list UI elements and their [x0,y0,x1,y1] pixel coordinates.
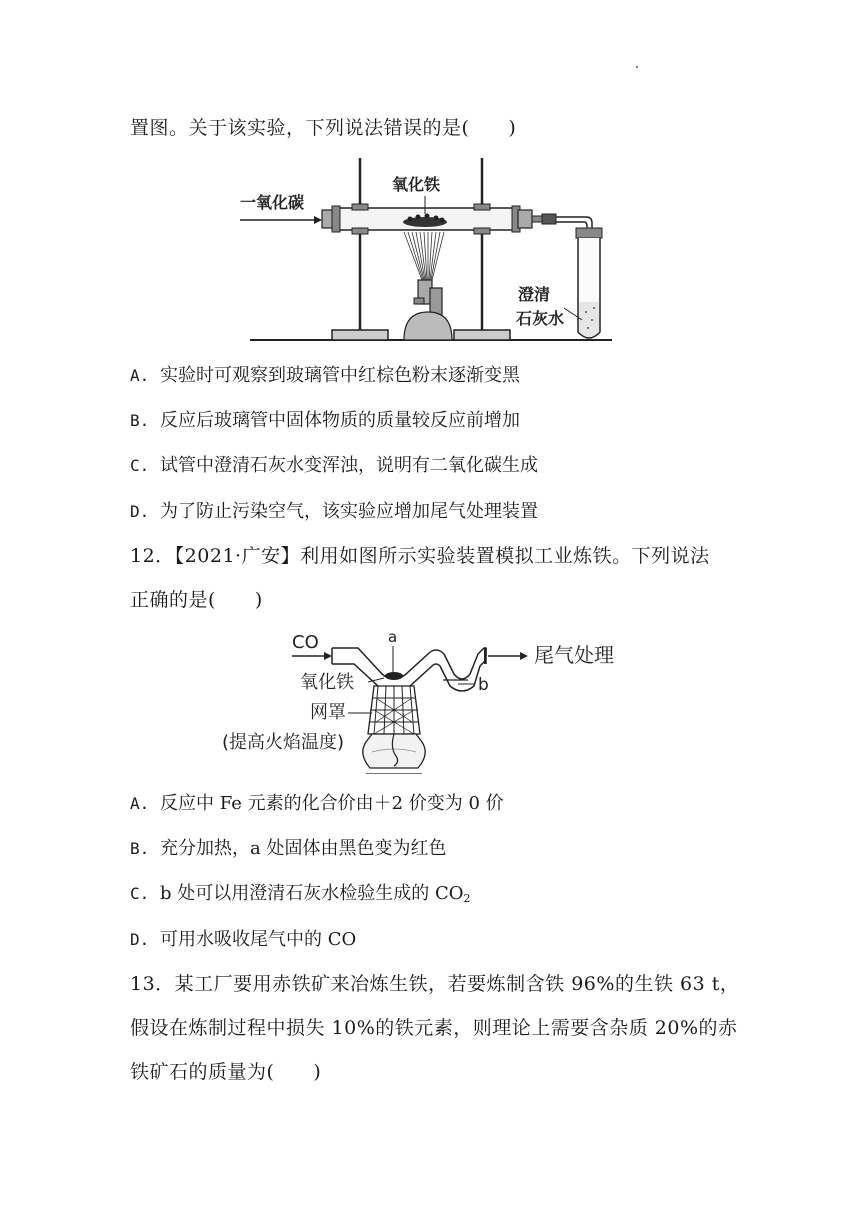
option-11-c: C. 试管中澄清石灰水变浑浊，说明有二氧化碳生成 [130,455,538,476]
question-12-line1: 12．【2021·广安】利用如图所示实验装置模拟工业炼铁。下列说法 [130,545,710,567]
label-tail-gas: 尾气处理 [534,643,614,667]
label-limewater-1: 澄清 [518,285,551,304]
option-11-a: A. 实验时可观察到玻璃管中红棕色粉末逐渐变黑 [130,365,520,386]
label-b: b [478,675,489,695]
figure-industrial-iron-smelting [222,624,642,774]
page-dot [636,66,638,68]
question-12-line2: 正确的是( ) [130,589,263,611]
figure-iron-oxide-reduction-apparatus [236,152,616,344]
option-12-c: C. b 处可以用澄清石灰水检验生成的 $CO_2$ [130,883,471,905]
question-13-line3: 铁矿石的质量为( ) [130,1061,322,1083]
option-12-b: B. 充分加热，a 处固体由黑色变为红色 [130,838,447,859]
label-iron-oxide: 氧化铁 [392,175,441,194]
label-mesh-note: (提高火焰温度) [222,732,345,753]
label-co: 一氧化碳 [240,193,305,212]
question-13-line2: 假设在炼制过程中损失 10%的铁元素，则理论上需要含杂质 20%的赤 [130,1017,738,1039]
label-mesh: 网罩 [310,702,346,723]
label-limewater-2: 石灰水 [516,309,565,328]
question-13-line1: 13．某工厂要用赤铁矿来冶炼生铁，若要炼制含铁 96%的生铁 63 t， [130,973,740,995]
option-11-b: B. 反应后玻璃管中固体物质的质量较反应前增加 [130,410,520,431]
option-12-a: A. 反应中 Fe 元素的化合价由＋2 价变为 0 价 [130,793,504,814]
label-a: a [388,628,398,646]
question-11-tail: 置图。关于该实验，下列说法错误的是( ) [130,117,517,139]
option-12-d: D. 可用水吸收尾气中的 CO [130,929,357,950]
label-co: CO [292,632,319,653]
option-11-d: D. 为了防止污染空气，该实验应增加尾气处理装置 [130,501,538,522]
label-iron-oxide: 氧化铁 [300,672,354,693]
